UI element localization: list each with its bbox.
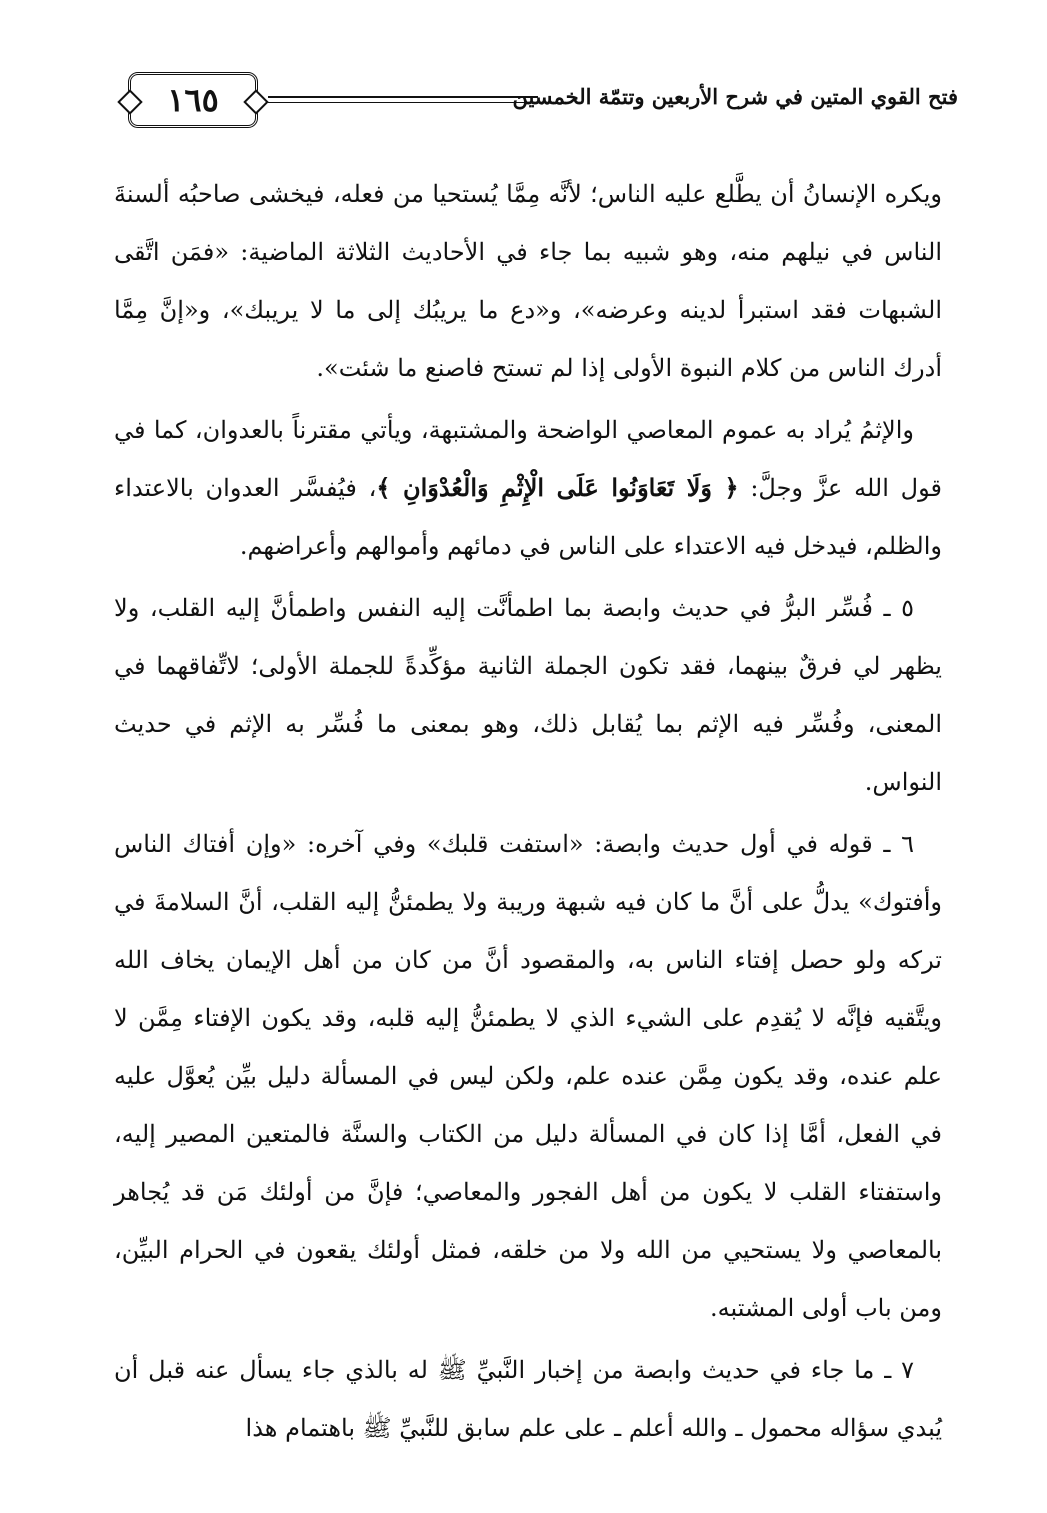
header-divider <box>268 96 538 103</box>
quran-verse: ﴿ وَلَا تَعَاوَنُوا عَلَى الْإِثْمِ وَالْعُدْوَانِ ﴾ <box>376 473 739 502</box>
paragraph-1: ويكره الإنسانُ أن يطَّلع عليه الناس؛ لأنَّه مِمَّا يُستحيا من فعله، فيخشى صاحبُه ألسنةَ الناس في نيلهم منه، وهو شبيه بما جاء في الأحاديث الثلاثة الماضية: «فمَن اتَّقى الشبهات فقد استبرأ لدينه وعرضه»، و«دع ما يريبُك إلى ما لا يريبك»، و«إنَّ مِمَّا أدرك الناس من كلام النبوة الأولى إذا لم تستح فاصنع ما شئت». <box>114 180 942 382</box>
paragraph-2-start: والإثمُ يُراد به عموم المعاصي الواضحة والمشتبهة، ويأتي مقترناً بالعدوان، كما في قول الله عزَّ وجلَّ: <box>114 416 942 502</box>
page-body <box>114 165 942 1457</box>
page-header <box>118 72 958 136</box>
running-title: فتح القوي المتين في شرح الأربعين وتتمّة الخمسين <box>512 84 958 109</box>
paragraph-2-end: ، فيُفسَّر العدوان بالاعتداء والظلم، فيدخل فيه الاعتداء على الناس في دمائهم وأموالهم وأعراضهم. <box>114 474 942 560</box>
paragraph-2 <box>114 401 942 575</box>
paragraph-point-6: ٦ ـ قوله في أول حديث وابصة: «استفت قلبك» وفي آخره: «وإن أفتاك الناس وأفتوك» يدلُّ على أنَّ ما كان فيه شبهة وريبة ولا يطمئنُّ إليه القلب، أنَّ السلامةَ في تركه ولو حصل إفتاء الناس به، والمقصود أنَّ من كان من أهل الإيمان يخاف الله ويتَّقيه فإنَّه لا يُقدِم على الشيء الذي لا يطمئنُّ إليه قلبه، وقد يكون الإفتاء مِمَّن لا علم عنده، وقد يكون مِمَّن عنده علم، ولكن ليس في المسألة دليل بيِّن يُعوَّل عليه في الفعل، أمَّا إذا كان في المسألة دليل من الكتاب والسنَّة فالمتعين المصير إليه، واستفتاء القلب لا يكون من أهل الفجور والمعاصي؛ فإنَّ من أولئك مَن قد يُجاهر بالمعاصي ولا يستحيي من الله ولا من خلقه، فمثل أولئك يقعون في الحرام البيِّن، ومن باب أولى المشتبه. <box>114 830 942 1322</box>
paragraph-point-5: ٥ ـ فُسِّر البرُّ في حديث وابصة بما اطمأنَّت إليه النفس واطمأنَّ إليه القلب، ولا يظهر لي فرقٌ بينهما، فقد تكون الجملة الثانية مؤكِّدةً للجملة الأولى؛ لاتِّفاقهما في المعنى، وفُسِّر فيه الإثم بما يُقابل ذلك، وهو بمعنى ما فُسِّر به الإثم في حديث النواس. <box>114 594 942 796</box>
paragraph-point-7: ٧ ـ ما جاء في حديث وابصة من إخبار النَّبيِّ ﷺ له بالذي جاء يسأل عنه قبل أن يُبدي سؤاله محمول ـ والله أعلم ـ على علم سابق للنَّبيِّ ﷺ باهتمام هذا <box>114 1356 942 1442</box>
page-number: ١٦٥ <box>128 72 258 128</box>
